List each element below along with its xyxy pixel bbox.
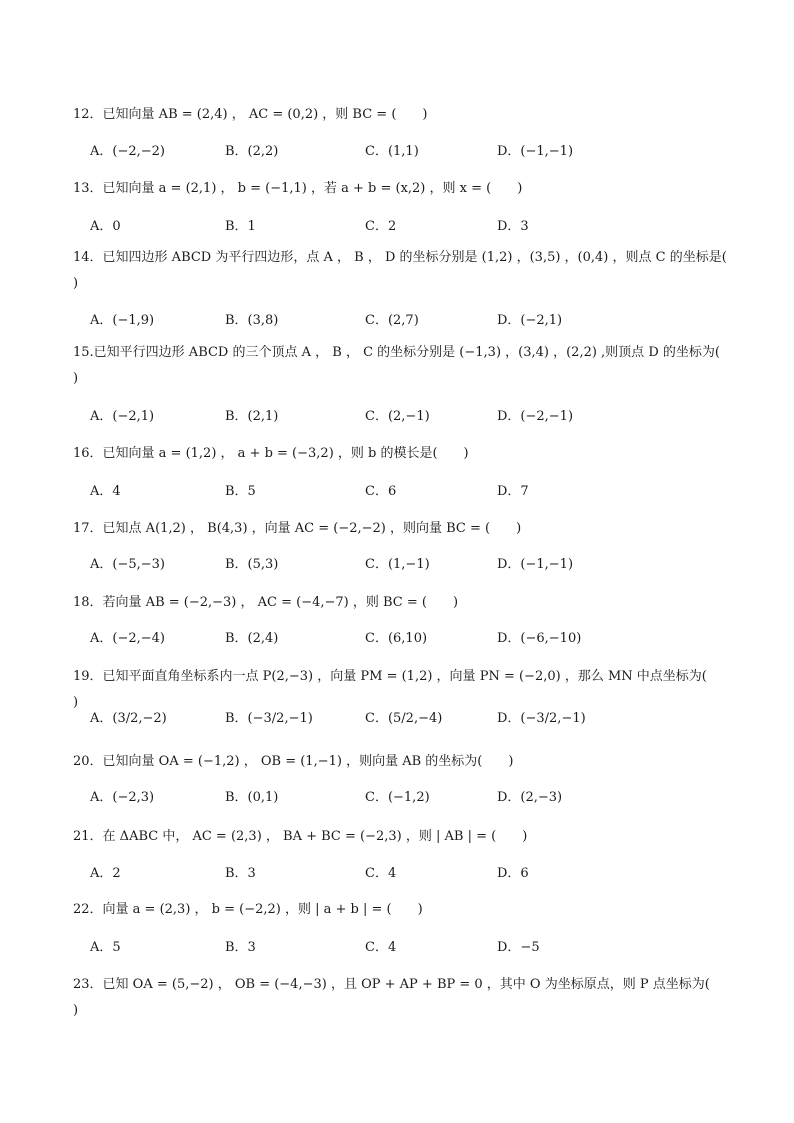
option-d: D．7 xyxy=(497,484,529,499)
option-c: C．(1,1) xyxy=(365,144,419,159)
question-14-stem: 14．已知四边形 ABCD 为平行四边形，点 A ， B ， D 的坐标分别是 (1,2) ，(3,5) ，(0,4) ，则点 C 的坐标是( ) xyxy=(73,250,753,291)
option-a: A．(−2,3) xyxy=(90,790,155,805)
question-18-options xyxy=(90,627,730,651)
option-a: A．2 xyxy=(90,866,121,881)
question-13-options xyxy=(90,215,730,239)
option-a: A．(−1,9) xyxy=(90,313,155,328)
option-d: D．(−1,−1) xyxy=(497,144,574,159)
question-16-stem: 16．已知向量 a = (1,2) ， a + b = (−3,2) ，则 b 的模长是( ) xyxy=(73,446,469,461)
question-18-stem: 18．若向量 AB = (−2,−3) ， AC = (−4,−7) ，则 BC = ( ) xyxy=(73,595,459,610)
question-17-stem: 17．已知点 A(1,2) ， B(4,3) ，向量 AC = (−2,−2) ，则向量 BC = ( ) xyxy=(73,521,522,536)
question-22-options xyxy=(90,936,730,960)
question-15-options xyxy=(90,405,730,429)
option-d: D．(2,−3) xyxy=(497,790,563,805)
option-c: C．(2,7) xyxy=(365,313,419,328)
option-d: D．(−2,1) xyxy=(497,313,563,328)
option-c: C．(5/2,−4) xyxy=(365,711,443,726)
option-b: B．(−3/2,−1) xyxy=(225,711,313,726)
option-d: D．(−1,−1) xyxy=(497,557,574,572)
option-a: A．(−2,1) xyxy=(90,409,155,424)
option-a: A．5 xyxy=(90,940,121,955)
question-21-options xyxy=(90,862,730,886)
option-b: B．(2,4) xyxy=(225,631,279,646)
option-b: B．(5,3) xyxy=(225,557,279,572)
option-c: C．(6,10) xyxy=(365,631,428,646)
option-d: D．−5 xyxy=(497,940,540,955)
option-b: B．(2,2) xyxy=(225,144,279,159)
option-a: A．(3/2,−2) xyxy=(90,711,167,726)
question-12-options xyxy=(90,140,730,164)
question-19-options xyxy=(90,707,730,731)
option-d: D．3 xyxy=(497,219,529,234)
question-16-options xyxy=(90,480,730,504)
option-c: C．(1,−1) xyxy=(365,557,430,572)
option-a: A．(−2,−2) xyxy=(90,144,165,159)
option-c: C．6 xyxy=(365,484,397,499)
question-23-stem: 23．已知 OA = (5,−2) ， OB = (−4,−3) ，且 OP + AP + BP = 0 ，其中 O 为坐标原点，则 P 点坐标为( ) xyxy=(73,977,736,1018)
option-a: A．(−2,−4) xyxy=(90,631,165,646)
question-22-stem: 22．向量 a = (2,3) ， b = (−2,2) ，则 | a + b | = ( ) xyxy=(73,902,423,917)
option-a: A．0 xyxy=(90,219,121,234)
option-d: D．(−2,−1) xyxy=(497,409,574,424)
question-17-options xyxy=(90,553,730,577)
question-20-stem: 20．已知向量 OA = (−1,2) ， OB = (1,−1) ，则向量 AB 的坐标为( ) xyxy=(73,754,514,769)
option-d: D．(−3/2,−1) xyxy=(497,711,586,726)
option-a: A．(−5,−3) xyxy=(90,557,165,572)
option-b: B．3 xyxy=(225,940,256,955)
question-15-stem: 15.已知平行四边形 ABCD 的三个顶点 A ， B ， C 的坐标分别是 (−1,3) ，(3,4) ，(2,2) ,则顶点 D 的坐标为( ) xyxy=(73,345,746,386)
option-a: A．4 xyxy=(90,484,121,499)
question-19-stem: 19．已知平面直角坐标系内一点 P(2,−3) ，向量 PM = (1,2) ，向量 PN = (−2,0) ，那么 MN 中点坐标为( ) xyxy=(73,669,733,710)
option-c: C．(−1,2) xyxy=(365,790,430,805)
option-b: B．3 xyxy=(225,866,256,881)
option-c: C．4 xyxy=(365,866,397,881)
question-21-stem: 21．在 ΔABC 中， AC = (2,3) ， BA + BC = (−2,3) ，则 | AB | = ( ) xyxy=(73,829,528,844)
option-b: B．(0,1) xyxy=(225,790,279,805)
question-12-stem: 12．已知向量 AB = (2,4) ， AC = (0,2) ，则 BC = ( ) xyxy=(73,107,428,122)
option-c: C．4 xyxy=(365,940,397,955)
option-b: B．1 xyxy=(225,219,256,234)
option-b: B．(2,1) xyxy=(225,409,279,424)
option-c: C．2 xyxy=(365,219,397,234)
option-b: B．(3,8) xyxy=(225,313,279,328)
option-d: D．6 xyxy=(497,866,529,881)
question-13-stem: 13．已知向量 a = (2,1) ， b = (−1,1) ，若 a + b = (x,2) ，则 x = ( ) xyxy=(73,181,523,196)
option-b: B．5 xyxy=(225,484,256,499)
question-14-options xyxy=(90,309,730,333)
question-20-options xyxy=(90,786,730,810)
option-c: C．(2,−1) xyxy=(365,409,430,424)
option-d: D．(−6,−10) xyxy=(497,631,582,646)
